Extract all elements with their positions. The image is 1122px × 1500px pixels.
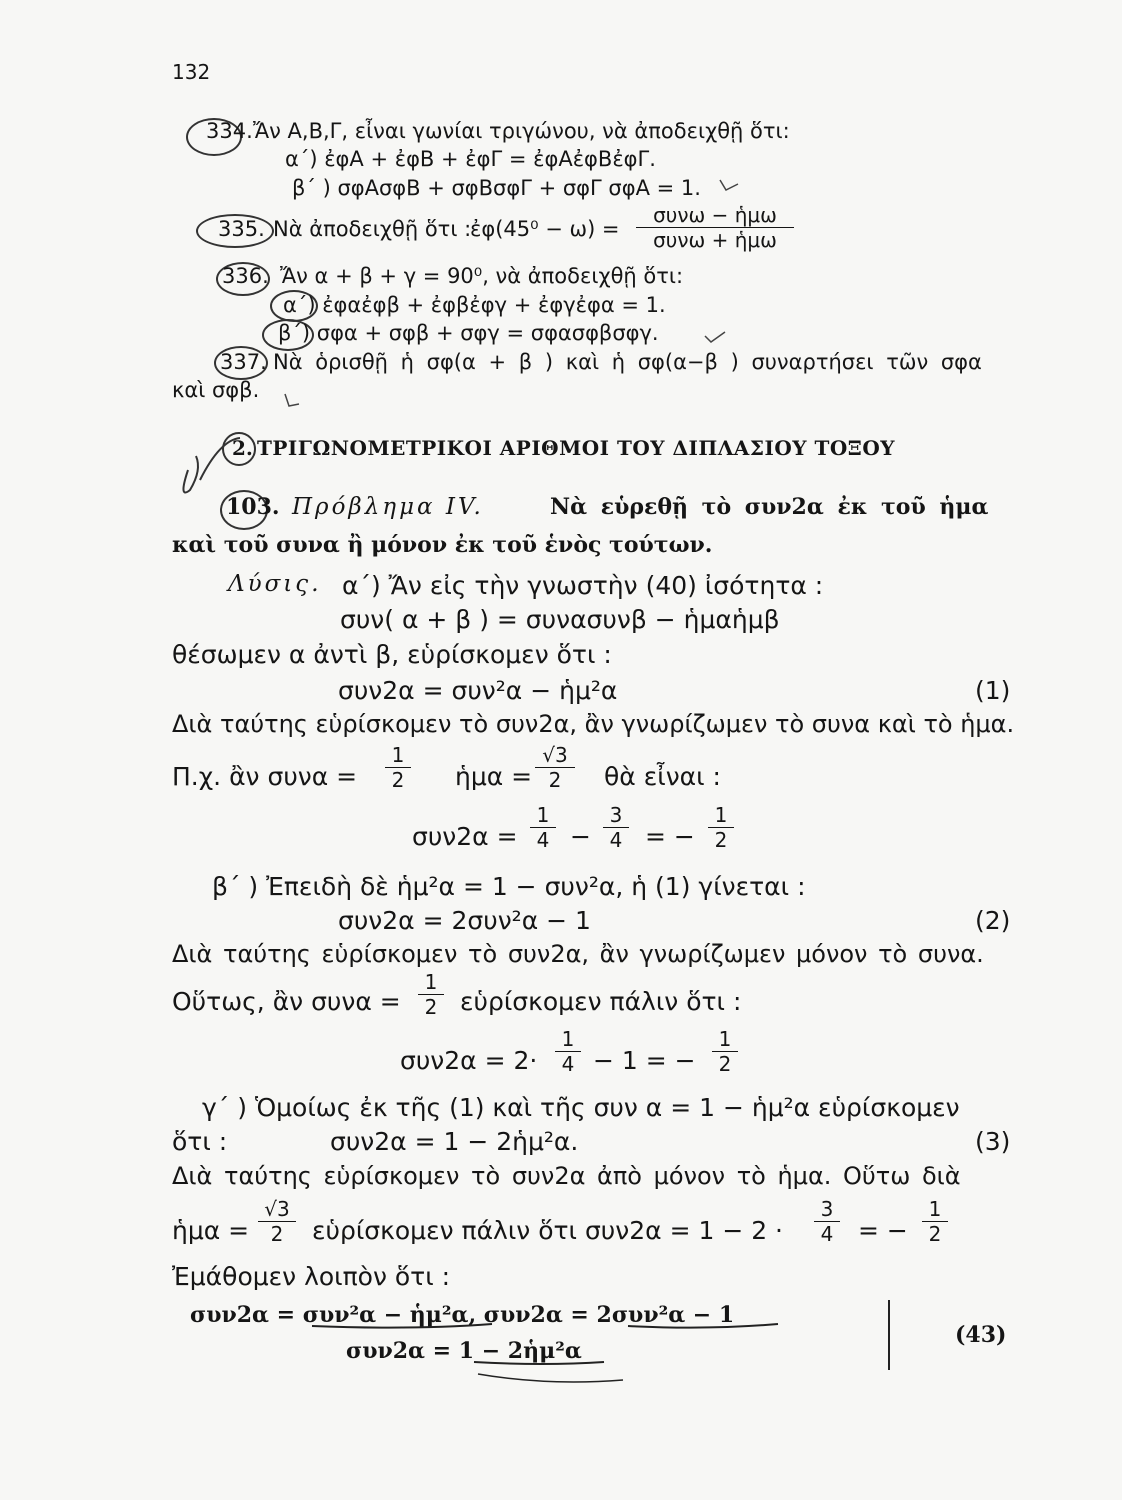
- exercise-337-number: 337.: [220, 350, 267, 374]
- section-number: 2.: [232, 436, 253, 460]
- equation-2-tag: (2): [975, 906, 1011, 935]
- example3-mid: εὑρίσκομεν πάλιν ὅτι συν2α = 1 − 2 ·: [312, 1216, 784, 1245]
- fraction-numerator: √3: [542, 743, 568, 767]
- exercise-334-statement: Ἄν Α,Β,Γ, εἶναι γωνίαι τριγώνου, νὰ ἀποδειχθῇ ὅτι:: [253, 119, 790, 143]
- fraction-denominator: 2: [708, 827, 734, 852]
- exercise-334-part-a: α΄) ἐφΑ + ἐφΒ + ἐφΓ = ἐφΑἐφΒἐφΓ.: [285, 147, 656, 171]
- example1-result-lhs: συν2α =: [412, 822, 518, 851]
- example1-result-eq: = −: [645, 822, 695, 851]
- example1-result-minus: −: [570, 822, 591, 851]
- example1-start: Π.χ. ἂν συνα =: [172, 762, 358, 791]
- fraction-numerator: 1: [424, 970, 438, 994]
- example3-start: ἡμα =: [172, 1216, 250, 1245]
- example2-result-lhs: συν2α = 2·: [400, 1046, 538, 1075]
- summary-line2: συν2α = 1 − 2ἡμ²α: [346, 1338, 582, 1364]
- solution-a-intro: α΄) Ἄν εἰς τὴν γνωστὴν (40) ἰσότητα :: [342, 571, 824, 600]
- solution-label: Λύσις.: [228, 571, 322, 597]
- exercise-335-number: 335.: [218, 217, 265, 241]
- underline-mark: [478, 1374, 623, 1382]
- fraction-numerator: 1: [928, 1197, 942, 1221]
- exercise-336-part-b: β΄) σφα + σφβ + σφγ = σφασφβσφγ.: [278, 321, 659, 345]
- fraction-numerator: 1: [561, 1027, 575, 1051]
- exercise-335-lhs: ἐφ(45⁰ − ω) =: [470, 217, 620, 241]
- exercise-337-line2: καὶ σφβ.: [172, 378, 260, 402]
- fraction-numerator: 1: [536, 803, 550, 827]
- fraction-numerator: 1: [718, 1027, 732, 1051]
- page-number: 132: [172, 60, 211, 84]
- solution-c-oti: ὅτι :: [172, 1127, 228, 1156]
- example3-eq: = −: [858, 1216, 908, 1245]
- fraction-denominator: 2: [535, 767, 575, 792]
- example2-start: Οὕτως, ἂν συνα =: [172, 987, 401, 1016]
- fraction-denominator: 2: [418, 994, 444, 1019]
- exercise-334-part-b: β΄ ) σφΑσφΒ + σφΒσφΓ + σφΓ σφΑ = 1.: [292, 176, 701, 200]
- example1-end: θὰ εἶναι :: [604, 762, 721, 791]
- equation-1: συν2α = συν²α − ἡμ²α: [338, 676, 618, 705]
- fraction-denominator: συνω + ἡμω: [636, 227, 794, 252]
- problem-text-line1: Νὰ εὑρεθῇ τὸ συν2α ἐκ τοῦ ἡμα: [550, 494, 989, 520]
- check-mark: [285, 394, 299, 406]
- fraction-denominator: 4: [603, 827, 629, 852]
- fraction-numerator: 1: [391, 743, 405, 767]
- exercise-335-statement: Νὰ ἀποδειχθῇ ὅτι :: [273, 217, 472, 241]
- solution-b-remark: Διὰ ταύτης εὑρίσκομεν τὸ συν2α, ἂν γνωρίζωμεν μόνον τὸ συνα.: [172, 940, 984, 968]
- exercise-334-number: 334.: [206, 119, 253, 143]
- section-title: ΤΡΙΓΩΝΟΜΕΤΡΙΚΟΙ ΑΡΙΘΜΟΙ ΤΟΥ ΔΙΠΛΑΣΙΟΥ ΤΟΞΟΥ: [257, 436, 896, 460]
- equation-1-tag: (1): [975, 676, 1011, 705]
- summary-tag: (43): [955, 1322, 1007, 1348]
- handwritten-mark: [183, 438, 240, 493]
- solution-a-substitution: θέσωμεν α ἀντὶ β, εὑρίσκομεν ὅτι :: [172, 640, 612, 669]
- fraction-denominator: 4: [555, 1051, 581, 1076]
- fraction-denominator: 2: [922, 1221, 948, 1246]
- exercise-336-part-a: α΄) ἐφαἐφβ + ἐφβἐφγ + ἐφγἐφα = 1.: [283, 293, 666, 317]
- check-mark: [720, 180, 738, 190]
- problem-label: Πρόβλημα IV.: [292, 494, 484, 520]
- summary-line1: συν2α = συν²α − ἡμ²α, συν2α = 2συν²α − 1: [190, 1302, 735, 1328]
- solution-c-intro: γ΄ ) Ὁμοίως ἐκ τῆς (1) καὶ τῆς συν α = 1 − ἡμ²α εὑρίσκομεν: [202, 1093, 960, 1122]
- exercise-336-statement: Ἄν α + β + γ = 90⁰, νὰ ἀποδειχθῇ ὅτι:: [280, 264, 684, 288]
- exercise-337-line1: Νὰ ὁρισθῇ ἡ σφ(α + β ) καὶ ἡ σφ(α−β ) συναρτήσει τῶν σφα: [273, 350, 982, 374]
- fraction-denominator: 4: [530, 827, 556, 852]
- fraction-numerator: 3: [609, 803, 623, 827]
- problem-number: 103.: [226, 494, 280, 520]
- example2-end: εὑρίσκομεν πάλιν ὅτι :: [460, 987, 742, 1016]
- underline-mark: [312, 1324, 778, 1364]
- fraction-denominator: 2: [385, 767, 411, 792]
- fraction-denominator: 2: [258, 1221, 296, 1246]
- problem-text-line2: καὶ τοῦ συνα ἢ μόνον ἐκ τοῦ ἑνὸς τούτων.: [172, 532, 713, 558]
- fraction-denominator: 4: [814, 1221, 840, 1246]
- solution-c-remark: Διὰ ταύτης εὑρίσκομεν τὸ συν2α ἀπὸ μόνον τὸ ἡμα. Οὕτω διὰ: [172, 1162, 961, 1190]
- fraction-denominator: 2: [712, 1051, 738, 1076]
- fraction-numerator: √3: [264, 1197, 290, 1221]
- solution-b-intro: β΄ ) Ἐπειδὴ δὲ ἡμ²α = 1 − συν²α, ἡ (1) γίνεται :: [212, 872, 806, 901]
- example1-sin-label: ἡμα =: [455, 762, 533, 791]
- solution-a-remark: Διὰ ταύτης εὑρίσκομεν τὸ συν2α, ἂν γνωρίζωμεν τὸ συνα καὶ τὸ ἡμα.: [172, 710, 1015, 738]
- equation-2: συν2α = 2συν²α − 1: [338, 906, 591, 935]
- equation-3: συν2α = 1 − 2ἡμ²α.: [330, 1127, 579, 1156]
- equation-3-tag: (3): [975, 1127, 1011, 1156]
- fraction-numerator: 3: [820, 1197, 834, 1221]
- fraction-numerator: 1: [714, 803, 728, 827]
- formula-addition: συν( α + β ) = συνασυνβ − ἡμαἡμβ: [340, 605, 780, 634]
- example2-result-mid: − 1 = −: [593, 1046, 696, 1075]
- check-mark: [705, 332, 725, 342]
- fraction-numerator: συνω − ἡμω: [653, 203, 777, 227]
- exercise-336-number: 336.: [222, 264, 269, 288]
- learned-intro: Ἐμάθομεν λοιπὸν ὅτι :: [172, 1262, 451, 1291]
